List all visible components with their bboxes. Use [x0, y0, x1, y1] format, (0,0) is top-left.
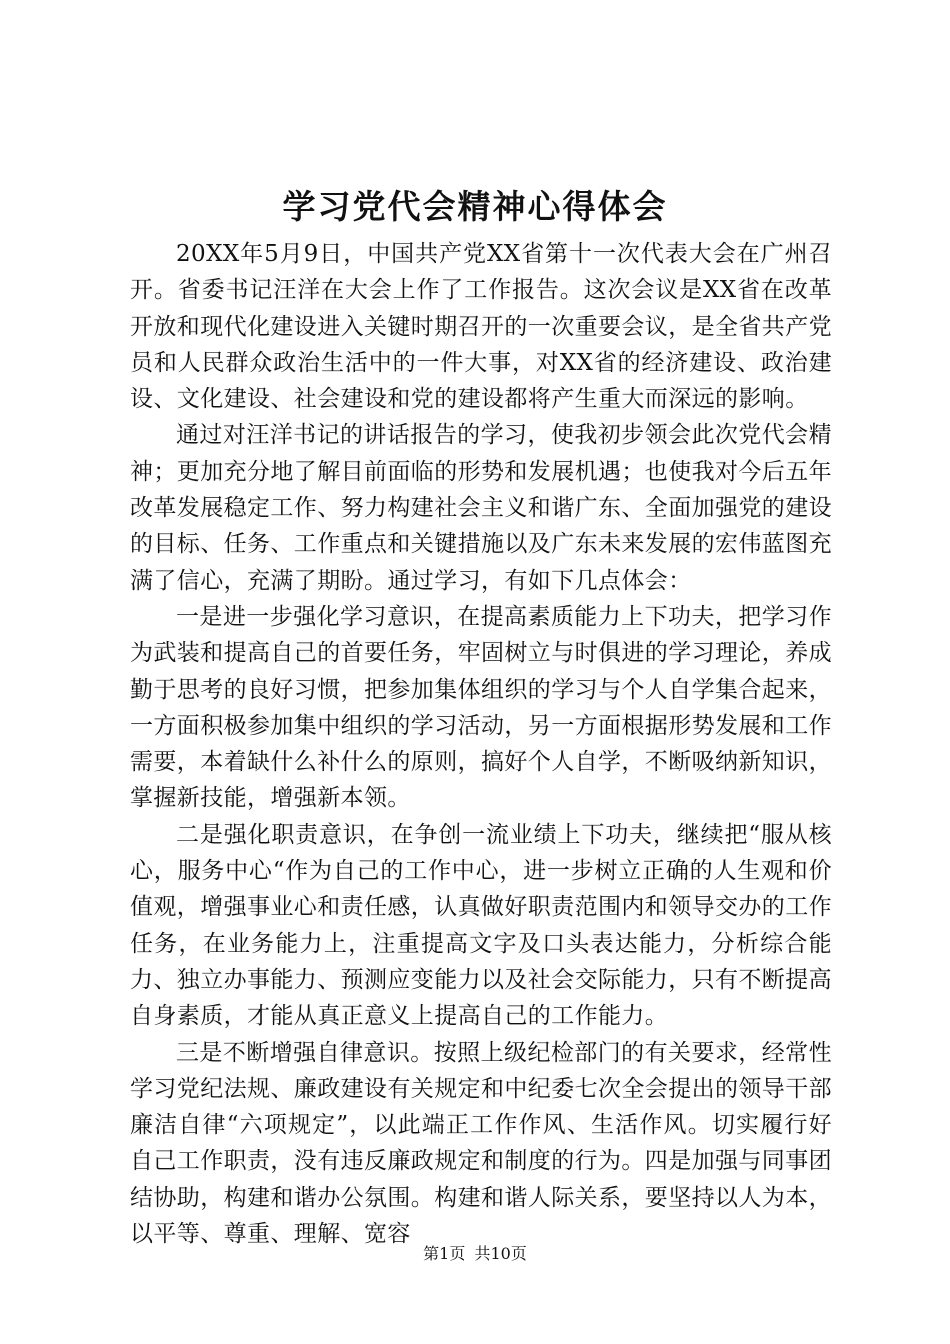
- document-title: 学习党代会精神心得体会: [282, 187, 668, 226]
- paragraph: 20XX年5月9日，中国共产党XX省第十一次代表大会在广州召开。省委书记汪洋在大会上作了工作报告。这次会议是XX省在改革开放和现代化建设进入关键时期召开的一次重要会议，是全省共产党员和人民群众政治生活中的一件大事，对XX省的经济建设、政治建设、文化建设、社会建设和党的建设都将产生重大而深远的影响。: [130, 241, 832, 413]
- document-body: [130, 236, 832, 1252]
- page-total: 共10页: [474, 1244, 527, 1263]
- paragraph: 三是不断增强自律意识。按照上级纪检部门的有关要求，经常性学习党纪法规、廉政建设有关规定和中纪委七次全会提出的领导干部廉洁自律“六项规定”，以此端正工作作风、生活作风。切实履行好自己工作职责，没有违反廉政规定和制度的行为。四是加强与同事团结协助，构建和谐办公氛围。构建和谐人际关系，要坚持以人为本，以平等、尊重、理解、宽容: [130, 1039, 832, 1248]
- paragraph: 一是进一步强化学习意识，在提高素质能力上下功夫，把学习作为武装和提高自己的首要任务，牢固树立与时俱进的学习理论，养成勤于思考的良好习惯，把参加集体组织的学习与个人自学集合起来，一方面积极参加集中组织的学习活动，另一方面根据形势发展和工作需要，本着缺什么补什么的原则，搞好个人自学，不断吸纳新知识，掌握新技能，增强新本领。: [130, 603, 832, 812]
- paragraph: 二是强化职责意识，在争创一流业绩上下功夫，继续把“服从核心，服务中心“作为自己的工作中心，进一步树立正确的人生观和价值观，增强事业心和责任感，认真做好职责范围内和领导交办的工作任务，在业务能力上，注重提高文字及口头表达能力，分析综合能力、独立办事能力、预测应变能力以及社会交际能力，只有不断提高自身素质，才能从真正意义上提高自己的工作能力。: [130, 821, 832, 1030]
- page-footer: [0, 1242, 950, 1266]
- page-number: 第1页: [423, 1244, 466, 1263]
- paragraph: 通过对汪洋书记的讲话报告的学习，使我初步领会此次党代会精神；更加充分地了解目前面临的形势和发展机遇；也使我对今后五年改革发展稳定工作、努力构建社会主义和谐广东、全面加强党的建设的目标、任务、工作重点和关键措施以及广东未来发展的宏伟蓝图充满了信心，充满了期盼。通过学习，有如下几点体会：: [130, 422, 832, 594]
